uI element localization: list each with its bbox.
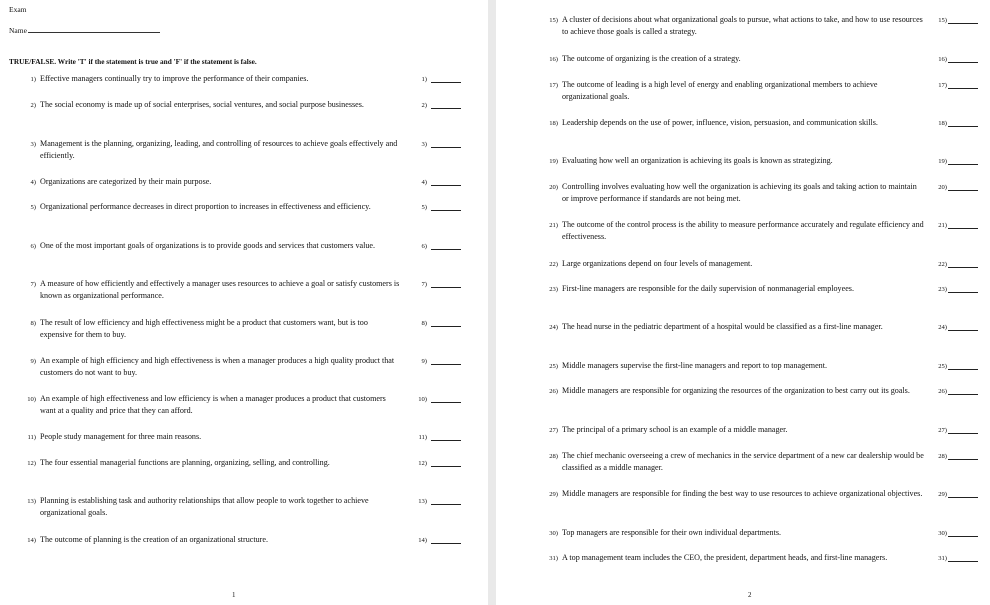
page-number: 1 [232,591,236,599]
question-number: 21) [549,222,558,229]
answer-number: 19) [938,158,947,165]
question-number: 6) [30,243,36,250]
answer-blank[interactable] [948,164,978,165]
answer-blank[interactable] [948,126,978,127]
question-text: Management is the planning, organizing, leading, and controlling of resources to achieve goals effectively and efficiently. [40,139,398,160]
answer-number: 2) [421,102,427,109]
answer-blank[interactable] [948,23,978,24]
answer-number: 5) [421,204,427,211]
question-text: The outcome of organizing is the creation of a strategy. [562,54,741,63]
question-number: 1) [30,76,36,83]
question-text: A top management team includes the CEO, the president, department heads, and first-line managers. [562,553,888,562]
question-text: A measure of how efficiently and effectively a manager uses resources to achieve a goal or satisfy customers is known as organizational performance. [40,279,400,300]
question-number: 17) [549,82,558,89]
answer-blank[interactable] [431,185,461,186]
question-text: Middle managers are responsible for finding the best way to use resources to achieve organizational objectives. [562,489,923,498]
question-number: 27) [549,427,558,434]
question-number: 18) [549,120,558,127]
answer-number: 29) [938,491,947,498]
answer-number: 23) [938,286,947,293]
question-number: 8) [30,320,36,327]
name-label: Name [9,26,27,35]
answer-blank[interactable] [948,369,978,370]
question-number: 5) [30,204,36,211]
question-number: 12) [27,460,36,467]
answer-number: 31) [938,555,947,562]
answer-blank[interactable] [431,108,461,109]
answer-blank[interactable] [948,536,978,537]
question-text: An example of high effectiveness and low efficiency is when a manager produces a product that customers want at a quality and price that they can afford. [40,394,386,415]
question-text: The chief mechanic overseeing a crew of mechanics in the service department of a new car dealership would be classified as a middle manager. [562,451,924,472]
question-text: Planning is establishing task and authority relationships that allow people to work together to achieve organizational goals. [40,496,369,517]
answer-number: 8) [421,320,427,327]
question-text: The principal of a primary school is an example of a middle manager. [562,425,788,434]
question-text: The head nurse in the pediatric department of a hospital would be classified as a first-line manager. [562,322,883,331]
answer-number: 27) [938,427,947,434]
question-text: Controlling involves evaluating how well the organization is achieving its goals and taking action to maintain or improve performance if standards are not being met. [562,182,917,203]
page-number: 2 [748,591,752,599]
question-number: 3) [30,141,36,148]
answer-number: 3) [421,141,427,148]
answer-number: 9) [421,358,427,365]
answer-blank[interactable] [431,326,461,327]
answer-blank[interactable] [948,292,978,293]
question-text: Middle managers are responsible for organizing the resources of the organization to best carry out its goals. [562,386,910,395]
question-number: 29) [549,491,558,498]
question-number: 24) [549,324,558,331]
question-number: 16) [549,56,558,63]
answer-blank[interactable] [431,466,461,467]
answer-number: 28) [938,453,947,460]
exam-page-1 [0,0,488,605]
question-text: One of the most important goals of organizations is to provide goods and services that customers value. [40,241,375,250]
answer-number: 15) [938,17,947,24]
question-text: Effective managers continually try to improve the performance of their companies. [40,74,309,83]
answer-blank[interactable] [431,504,461,505]
answer-number: 25) [938,363,947,370]
question-text: The outcome of the control process is the ability to measure performance accurately and regulate efficiency and effectiveness. [562,220,924,241]
answer-blank[interactable] [431,82,461,83]
question-text: The result of low efficiency and high effectiveness might be a product that customers want, but is too expensive for them to buy. [40,318,368,339]
question-text: Top managers are responsible for their own individual departments. [562,528,782,537]
question-number: 11) [27,434,36,441]
name-blank-line[interactable] [28,25,160,33]
answer-number: 30) [938,530,947,537]
question-text: An example of high efficiency and high effectiveness is when a manager produces a high quality product that customers do not want to buy. [40,356,395,377]
question-number: 15) [549,17,558,24]
exam-page-2 [496,0,990,605]
answer-number: 13) [418,498,427,505]
answer-number: 22) [938,261,947,268]
question-number: 26) [549,388,558,395]
question-number: 19) [549,158,558,165]
question-text: The outcome of planning is the creation of an organizational structure. [40,535,268,544]
name-field[interactable] [9,25,160,35]
question-text: First-line managers are responsible for the daily supervision of nonmanagerial employees. [562,284,854,293]
question-number: 14) [27,537,36,544]
question-number: 9) [30,358,36,365]
question-number: 30) [549,530,558,537]
question-number: 7) [30,281,36,288]
question-number: 25) [549,363,558,370]
answer-blank[interactable] [948,433,978,434]
answer-number: 24) [938,324,947,331]
instructions: TRUE/FALSE. Write 'T' if the statement is true and 'F' if the statement is false. [9,57,257,66]
answer-number: 16) [938,56,947,63]
answer-number: 14) [418,537,427,544]
question-number: 13) [27,498,36,505]
answer-number: 10) [418,396,427,403]
question-text: People study management for three main reasons. [40,432,202,441]
question-text: Leadership depends on the use of power, influence, vision, persuasion, and communication skills. [562,118,878,127]
answer-number: 1) [421,76,427,83]
question-number: 10) [27,396,36,403]
answer-blank[interactable] [948,62,978,63]
answer-number: 12) [418,460,427,467]
answer-blank[interactable] [431,287,461,288]
question-text: The four essential managerial functions are planning, organizing, selling, and controlling. [40,458,330,467]
answer-blank[interactable] [948,394,978,395]
answer-blank[interactable] [948,561,978,562]
question-text: A cluster of decisions about what organizational goals to pursue, what actions to take, and how to use resources to achieve those goals is called a strategy. [562,15,923,36]
answer-number: 18) [938,120,947,127]
answer-number: 26) [938,388,947,395]
answer-number: 17) [938,82,947,89]
answer-blank[interactable] [948,88,978,89]
answer-blank[interactable] [431,543,461,544]
answer-blank[interactable] [431,210,461,211]
answer-blank[interactable] [948,190,978,191]
question-text: Middle managers supervise the first-line managers and report to top management. [562,361,827,370]
question-number: 31) [549,555,558,562]
answer-number: 7) [421,281,427,288]
answer-number: 20) [938,184,947,191]
answer-blank[interactable] [948,267,978,268]
question-number: 23) [549,286,558,293]
question-number: 22) [549,261,558,268]
question-number: 4) [30,179,36,186]
answer-number: 6) [421,243,427,250]
answer-blank[interactable] [431,147,461,148]
answer-blank[interactable] [431,440,461,441]
question-number: 2) [30,102,36,109]
answer-blank[interactable] [948,459,978,460]
answer-blank[interactable] [431,249,461,250]
answer-blank[interactable] [948,497,978,498]
answer-number: 21) [938,222,947,229]
question-text: Large organizations depend on four levels of management. [562,259,753,268]
question-text: Evaluating how well an organization is achieving its goals is known as strategizing. [562,156,833,165]
answer-blank[interactable] [948,330,978,331]
question-number: 20) [549,184,558,191]
question-number: 28) [549,453,558,460]
question-text: Organizational performance decreases in direct proportion to increases in effectiveness and efficiency. [40,202,371,211]
question-text: The outcome of leading is a high level of energy and enabling organizational members to achieve organizational goals. [562,80,878,101]
answer-blank[interactable] [431,364,461,365]
question-text: Organizations are categorized by their main purpose. [40,177,212,186]
answer-number: 4) [421,179,427,186]
answer-blank[interactable] [948,228,978,229]
answer-blank[interactable] [431,402,461,403]
answer-number: 11) [418,434,427,441]
exam-title: Exam [9,5,27,14]
question-text: The social economy is made up of social enterprises, social ventures, and social purpose businesses. [40,100,364,109]
